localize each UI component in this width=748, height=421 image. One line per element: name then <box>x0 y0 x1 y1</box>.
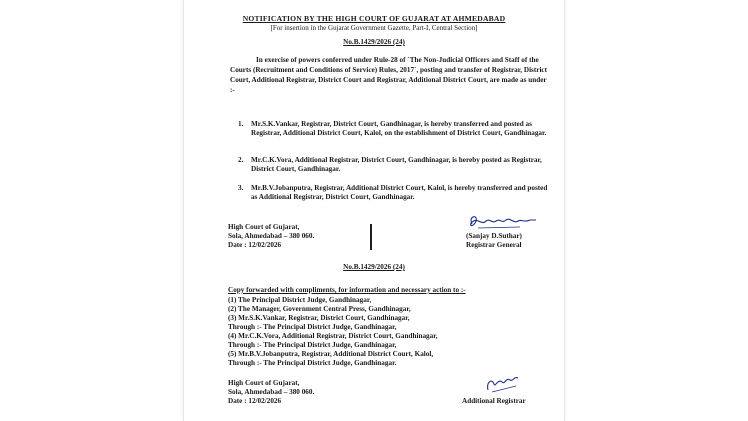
copy-heading: Copy forwarded with compliments, for information and necessary action to :- <box>228 286 466 294</box>
notification-title: NOTIFICATION BY THE HIGH COURT OF GUJARAT AT AHMEDABAD <box>242 14 506 23</box>
list-item: Through :- The Principal District Judge, Gandhinagar. <box>228 359 397 367</box>
address-line-2: Sola, Ahmedabad – 380 060. <box>228 232 315 240</box>
gazette-note: [For insertion in the Gujarat Government Gazette, Part-I, Central Section] <box>270 24 478 32</box>
list-item: (2) The Manager, Government Central Press, Gandhinagar, <box>228 305 411 313</box>
intro-paragraph: In exercise of powers conferred under Rule-28 of `The Non-Judicial Officers and Staff of the Courts (Recruitment and Conditions of Service) Rules, 2017`, posting and transfer of Registrar, District Court, Additional Registrar, District Court and Registrar, Additional District Court, are made as under :- <box>230 56 548 94</box>
copy-number: No.B.1429/2026 (24) <box>343 263 405 271</box>
item-number: 3. <box>238 184 244 192</box>
address-line-1: High Court of Gujarat, <box>228 379 300 387</box>
document-page <box>183 0 565 421</box>
item-text: Mr.C.K.Vora, Additional Registrar, District Court, Gandhinagar, is hereby posted as Registrar, District Court, Gandhinagar. <box>251 156 542 174</box>
address-line-1: High Court of Gujarat, <box>228 223 300 231</box>
list-item: Through :- The Principal District Judge, Gandhinagar, <box>228 341 397 349</box>
margin-mark <box>370 224 372 250</box>
list-item: (4) Mr.C.K.Vora, Additional Registrar, District Court, Gandhinagar, <box>228 332 438 340</box>
item-number: 2. <box>238 156 244 164</box>
list-item: (5) Mr.B.V.Jobanputra, Registrar, Additional District Court, Kalol, <box>228 350 434 358</box>
date: Date : 12/02/2026 <box>228 397 282 405</box>
list-item: Through :- The Principal District Judge, Gandhinagar, <box>228 323 397 331</box>
signature-image <box>464 212 544 232</box>
initials-signature-image <box>482 372 526 394</box>
item-number: 1. <box>238 120 244 128</box>
address-line-2: Sola, Ahmedabad – 380 060. <box>228 388 315 396</box>
signatory-name: (Sanjay D.Suthar) <box>466 232 522 240</box>
notification-number: No.B.1429/2026 (24) <box>343 38 405 46</box>
item-text: Mr.B.V.Jobanputra, Registrar, Additional District Court, Kalol, is hereby transferred and posted as Additional Registrar, District Court, Gandhinagar. <box>251 184 548 202</box>
list-item: (3) Mr.S.K.Vankar, Registrar, District Court, Gandhinagar, <box>228 314 410 322</box>
date: Date : 12/02/2026 <box>228 241 282 249</box>
signatory-designation: Registrar General <box>466 241 522 249</box>
item-text: Mr.S.K.Vankar, Registrar, District Court, Gandhinagar, is hereby transferred and posted as Registrar, Additional District Court, Kalol, on the establishment of District Court, Gandhinagar. <box>251 120 547 138</box>
list-item: (1) The Principal District Judge, Gandhinagar, <box>228 296 372 304</box>
copy-signatory-designation: Additional Registrar <box>462 397 526 405</box>
